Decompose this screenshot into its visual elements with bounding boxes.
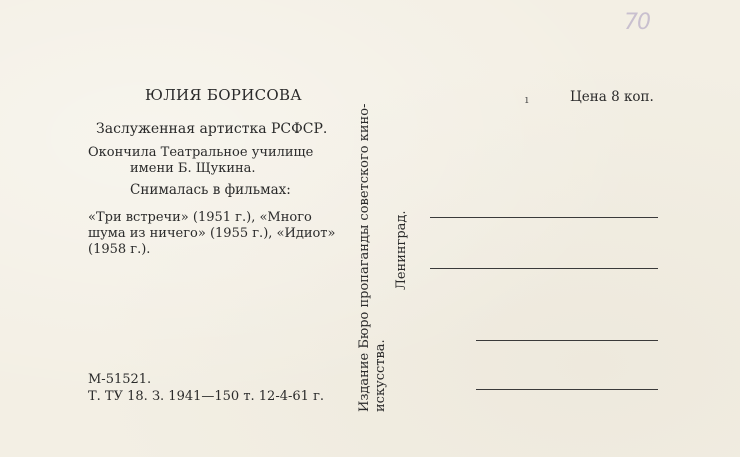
films-line-2: шума из ничего» (1955 г.), «Идиот» bbox=[88, 226, 336, 241]
print-code: М-51521. bbox=[88, 372, 152, 387]
address-line-2 bbox=[430, 268, 658, 269]
price-label: Цена 8 коп. bbox=[570, 89, 654, 105]
honorary-title: Заслуженная артистка РСФСР. bbox=[96, 121, 328, 137]
address-line-4 bbox=[476, 389, 658, 390]
education-line-1: Окончила Театральное училище bbox=[88, 145, 314, 160]
films-line-1: «Три встречи» (1951 г.), «Много bbox=[88, 210, 312, 225]
print-details: Т. ТУ 18. З. 1941—150 т. 12-4-61 г. bbox=[88, 389, 325, 404]
address-line-3 bbox=[476, 340, 658, 341]
actress-name: ЮЛИЯ БОРИСОВА bbox=[145, 86, 302, 104]
stamp-mark: ı bbox=[525, 93, 529, 106]
education-line-2: имени Б. Щукина. bbox=[130, 161, 256, 176]
publisher-city: Ленинград. bbox=[394, 210, 409, 290]
films-line-3: (1958 г.). bbox=[88, 242, 151, 257]
films-heading: Снималась в фильмах: bbox=[130, 182, 291, 198]
handwritten-number: 70 bbox=[624, 10, 650, 35]
publisher-line-2: искусства. bbox=[373, 339, 388, 412]
publisher-line-1: Издание Бюро пропаганды советского кино- bbox=[357, 103, 372, 412]
address-line-1 bbox=[430, 217, 658, 218]
